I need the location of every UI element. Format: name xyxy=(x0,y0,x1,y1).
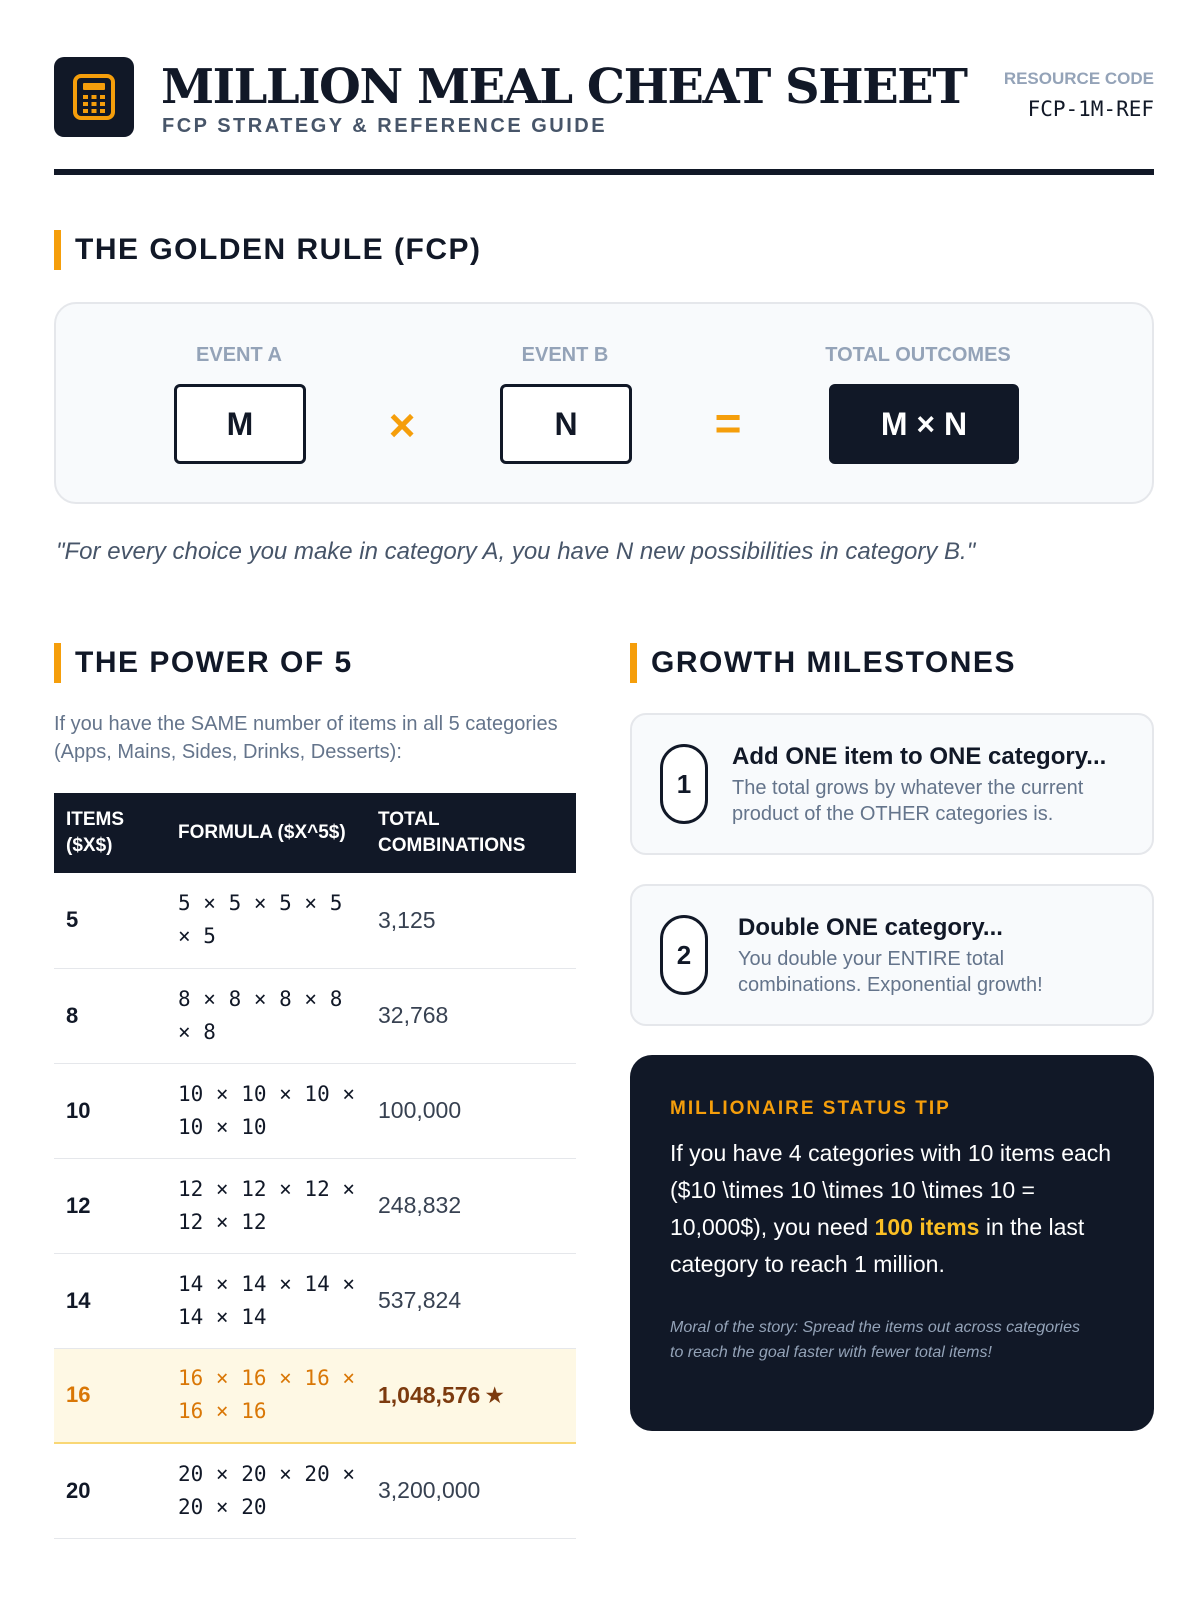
table-row-highlighted xyxy=(54,1348,576,1443)
row-total: 537,824 xyxy=(366,1253,576,1348)
milestone-description: The total grows by whatever the current product of the OTHER categories is. xyxy=(732,777,1084,825)
milestone-number-badge: 2 xyxy=(660,915,708,995)
event-a-box: M xyxy=(174,384,306,464)
calculator-icon xyxy=(54,57,134,137)
tip-body-text-end: in the last category to reach 1 million. xyxy=(670,1214,1085,1277)
equals-operator: = xyxy=(714,397,742,449)
column-header-formula: FORMULA ($X^5$) xyxy=(166,793,366,873)
page-header xyxy=(54,57,1154,175)
row-total: 1,048,576 xyxy=(378,1381,481,1408)
row-total: 32,768 xyxy=(366,968,576,1063)
column-header-total: TOTAL COMBINATIONS xyxy=(366,793,576,873)
row-formula: 5 × 5 × 5 × 5 × 5 xyxy=(166,873,366,968)
tip-highlight: 100 items xyxy=(874,1214,980,1240)
resource-code-label: RESOURCE CODE xyxy=(1003,69,1154,88)
power-table xyxy=(54,793,576,1539)
row-items: 10 xyxy=(54,1063,166,1158)
milestone-number-badge: 1 xyxy=(660,744,708,824)
row-formula: 20 × 20 × 20 × 20 × 20 xyxy=(166,1443,366,1538)
row-total: 3,125 xyxy=(366,873,576,968)
event-b-box: N xyxy=(500,384,632,464)
golden-rule-quote: "For every choice you make in category A, you have N new possibilities in category B." xyxy=(56,538,976,565)
page-subtitle: FCP STRATEGY & REFERENCE GUIDE xyxy=(162,115,608,137)
table-row xyxy=(54,1443,576,1538)
tip-body xyxy=(670,1135,1120,1283)
row-items: 5 xyxy=(54,873,166,968)
row-items: 16 xyxy=(54,1348,166,1443)
growth-milestones-heading: GROWTH MILESTONES xyxy=(630,643,1016,683)
milestone-description: You double your ENTIRE total combinations. Exponential growth! xyxy=(738,948,1043,996)
row-items: 12 xyxy=(54,1158,166,1253)
milestone-card-1 xyxy=(630,713,1154,855)
tip-body-text: If you have 4 categories with 10 items each ($10 \times 10 \times 10 \times 10 = 10,000$), you need xyxy=(670,1140,1112,1240)
golden-rule-heading: THE GOLDEN RULE (FCP) xyxy=(54,230,482,270)
star-icon: ★ xyxy=(484,1381,505,1408)
milestone-card-2 xyxy=(630,884,1154,1026)
tip-label: MILLIONAIRE STATUS TIP xyxy=(670,1098,951,1119)
tip-moral: Moral of the story: Spread the items out across categories to reach the goal faster with fewer total items! xyxy=(670,1319,1080,1361)
resource-code-value: FCP-1M-REF xyxy=(1027,97,1154,121)
event-a-label: EVENT A xyxy=(196,344,282,366)
table-row xyxy=(54,968,576,1063)
event-b-label: EVENT B xyxy=(521,344,609,366)
total-outcomes-box: M × N xyxy=(829,384,1019,464)
row-items: 20 xyxy=(54,1443,166,1538)
row-formula: 12 × 12 × 12 × 12 × 12 xyxy=(166,1158,366,1253)
row-total: 248,832 xyxy=(366,1158,576,1253)
table-row xyxy=(54,873,576,968)
table-row xyxy=(54,1253,576,1348)
cheat-sheet-page xyxy=(54,0,1154,1600)
golden-rule-panel xyxy=(54,302,1154,504)
milestone-title: Double ONE category... xyxy=(738,914,1003,941)
row-total: 100,000 xyxy=(366,1063,576,1158)
millionaire-tip-card xyxy=(630,1055,1154,1431)
milestone-title: Add ONE item to ONE category... xyxy=(732,743,1107,770)
column-header-items: ITEMS ($X$) xyxy=(54,793,166,873)
times-operator: × xyxy=(388,399,416,451)
table-header-row xyxy=(54,793,576,873)
row-formula: 8 × 8 × 8 × 8 × 8 xyxy=(166,968,366,1063)
row-formula: 14 × 14 × 14 × 14 × 14 xyxy=(166,1253,366,1348)
row-items: 8 xyxy=(54,968,166,1063)
page-title: MILLION MEAL CHEAT SHEET xyxy=(161,59,967,115)
power-of-5-intro: If you have the SAME number of items in all 5 categories (Apps, Mains, Sides, Drinks, Desserts): xyxy=(54,713,558,763)
power-of-5-heading: THE POWER OF 5 xyxy=(54,643,353,683)
row-formula: 16 × 16 × 16 × 16 × 16 xyxy=(166,1348,366,1443)
row-items: 14 xyxy=(54,1253,166,1348)
table-row xyxy=(54,1063,576,1158)
total-outcomes-label: TOTAL OUTCOMES xyxy=(825,344,1011,366)
table-row xyxy=(54,1158,576,1253)
row-total-cell xyxy=(366,1348,576,1443)
row-formula: 10 × 10 × 10 × 10 × 10 xyxy=(166,1063,366,1158)
row-total: 3,200,000 xyxy=(366,1443,576,1538)
